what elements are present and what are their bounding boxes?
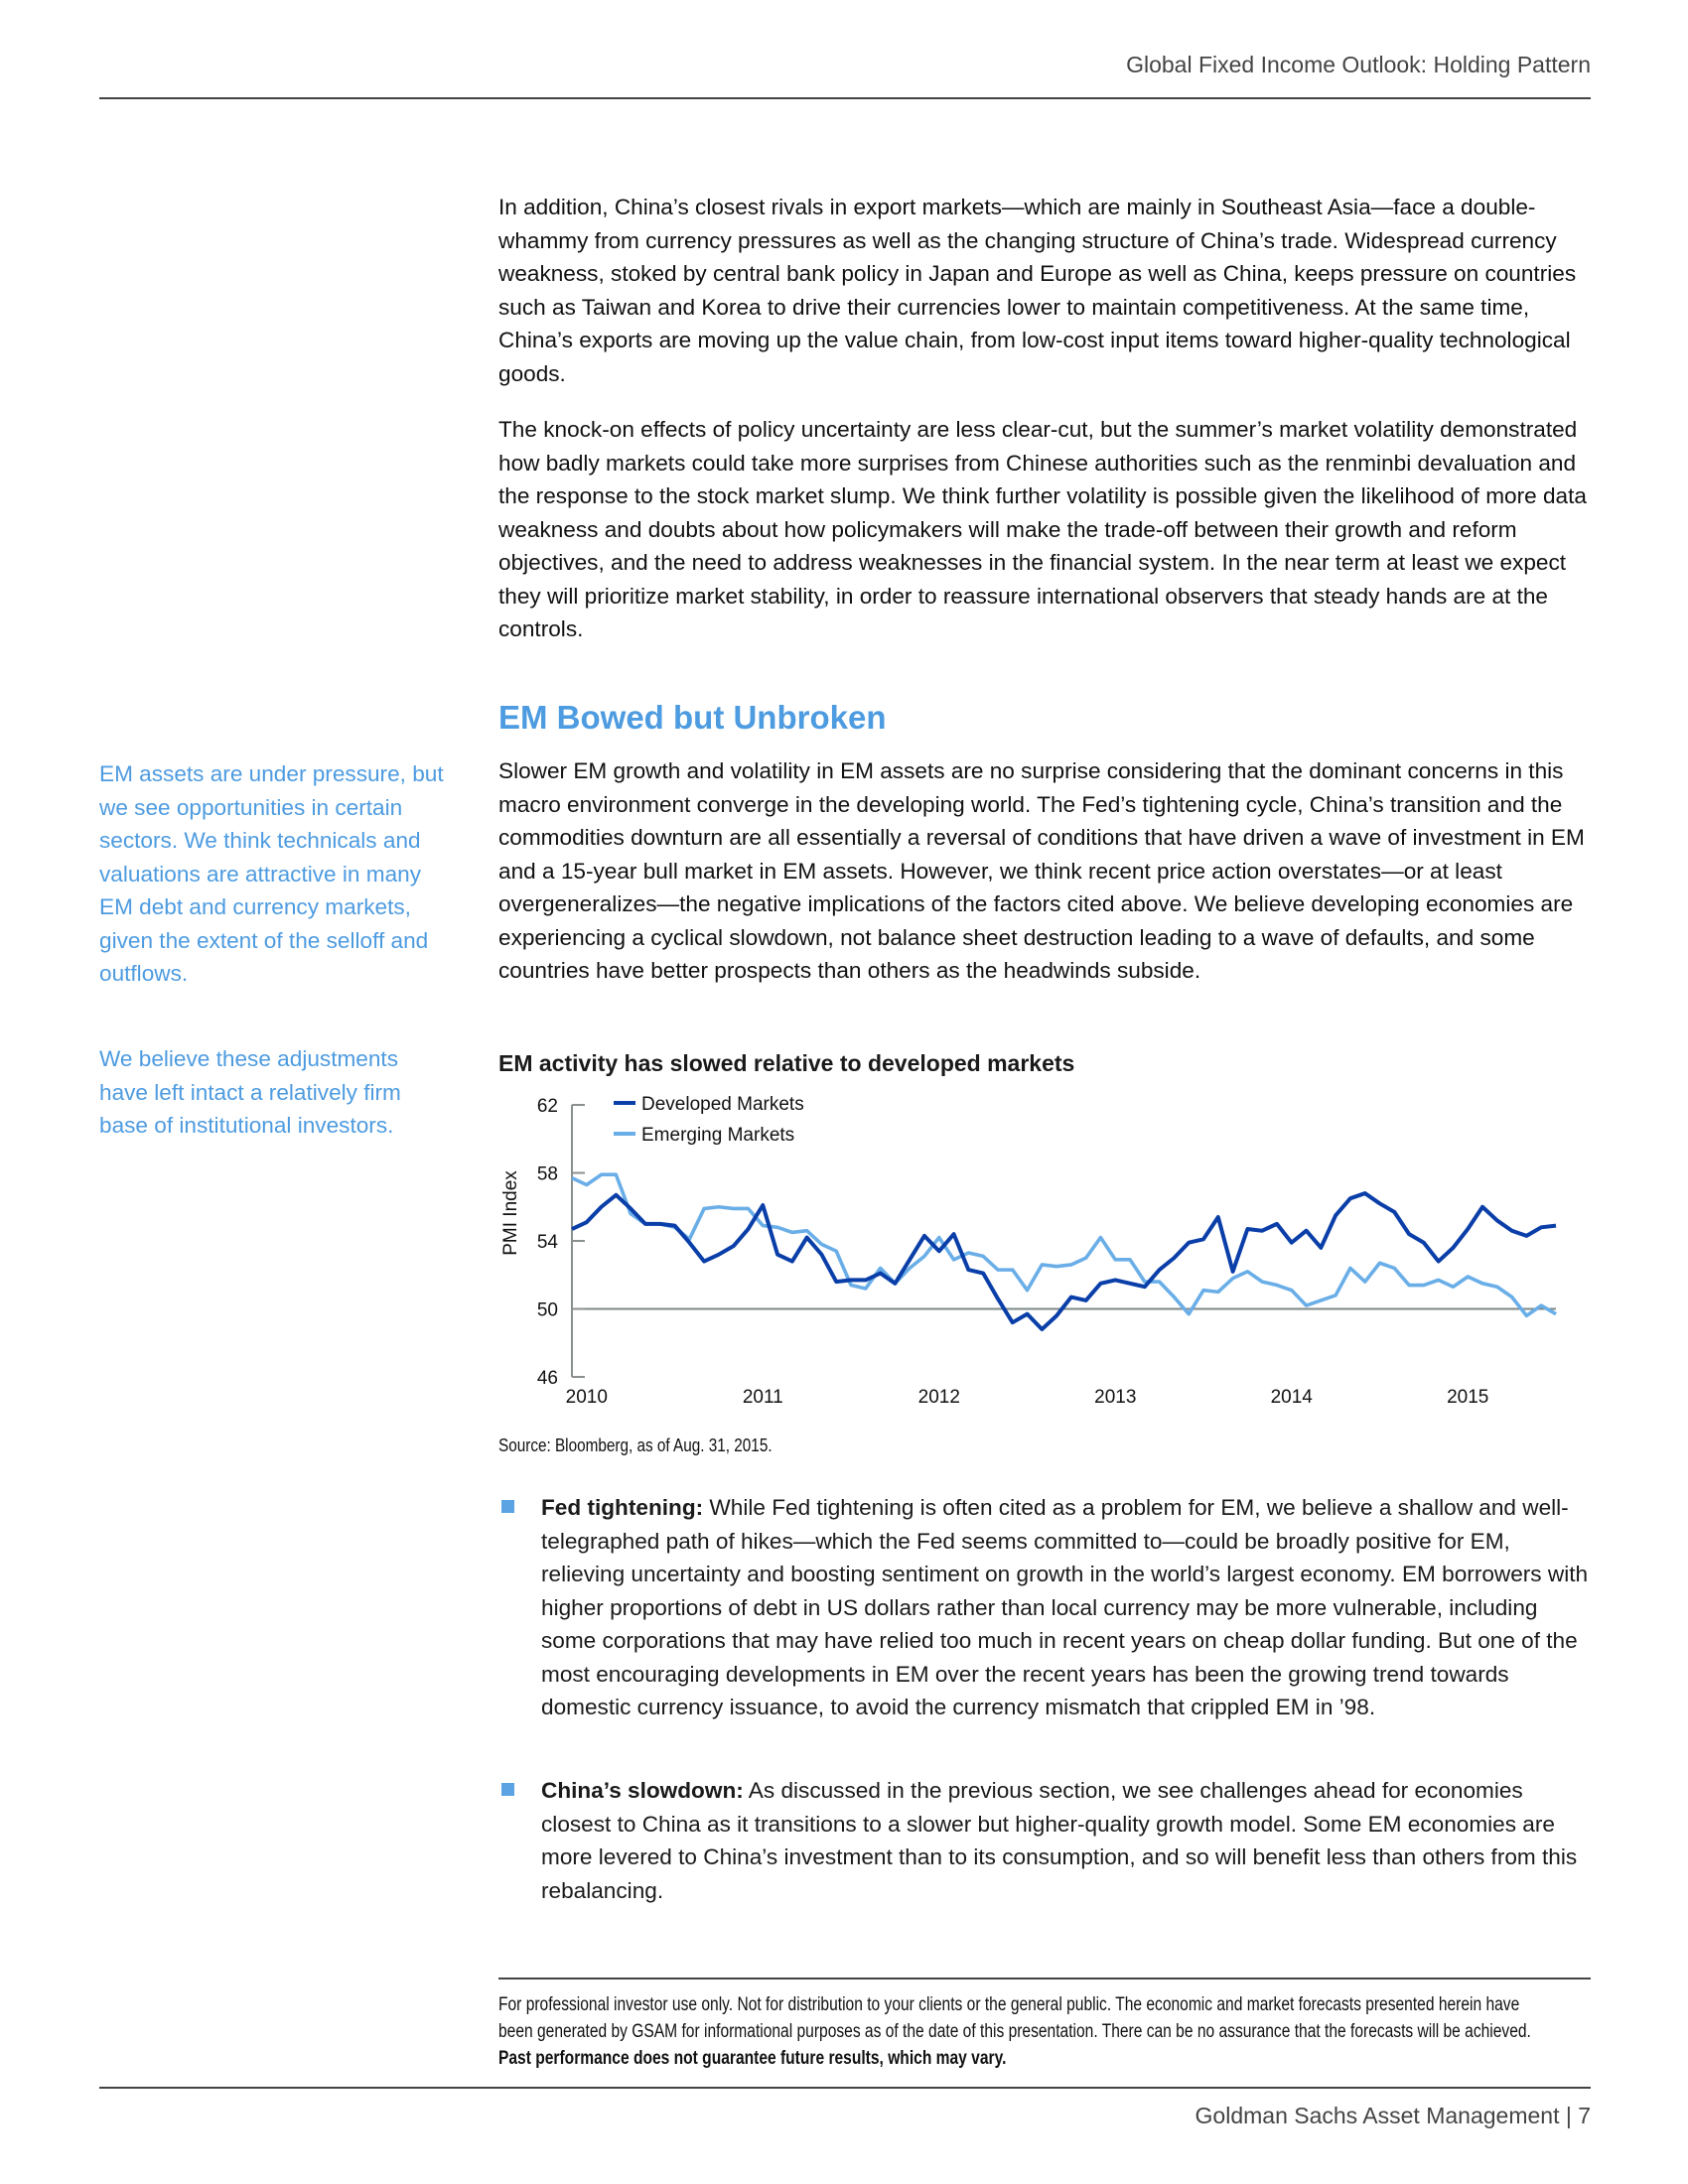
x-tick-label: 2012 xyxy=(917,1387,960,1408)
chart-title: EM activity has slowed relative to developed markets xyxy=(498,1050,1075,1076)
y-tick-label: 46 xyxy=(536,1368,558,1389)
y-tick-label: 58 xyxy=(536,1163,558,1185)
y-tick-label: 62 xyxy=(536,1096,558,1117)
disclaimer-text: For professional investor use only. Not for distribution to your clients or the general public. The economic and market forecasts presented herein have been generated by GSAM for informational purposes as of the date of this presentation. There can be no assurance that the forecasts will be achieved. xyxy=(498,1994,1531,2042)
pmi-line-chart xyxy=(496,1087,1589,1415)
body-paragraph: The knock-on effects of policy uncertainty are less clear-cut, but the summer’s market volatility demonstrated how badly markets could take more surprises from Chinese authorities such as the renminbi devaluation and the response to the stock market slump. We think further volatility is possible given the likelihood of more data weakness and doubts about how policymakers will make the trade-off between their growth and reform objectives, and the need to address weaknesses in the financial system. In the near term at least we expect they will prioritize market stability, in order to reassure international observers that steady hands are at the controls. xyxy=(498,417,1587,641)
series-line-emerging-markets xyxy=(572,1174,1556,1315)
y-tick-label: 54 xyxy=(536,1232,558,1253)
x-tick-label: 2013 xyxy=(1094,1387,1137,1408)
bullet-label: Fed tightening: xyxy=(541,1495,704,1520)
bullet-text: As discussed in the previous section, we see challenges ahead for economies closest to China as it transitions to a slower but higher-quality growth model. Some EM economies are more levered to China’s investment than to its consumption, and so will benefit less than others from this rebalancing. xyxy=(541,1778,1578,1903)
disclaimer-bold: Past performance does not guarantee future results, which may vary. xyxy=(498,2048,1007,2069)
y-tick-label: 50 xyxy=(536,1299,558,1321)
x-tick-label: 2010 xyxy=(565,1387,608,1408)
disclaimer-rule xyxy=(498,1978,1591,1979)
bullet-text: While Fed tightening is often cited as a problem for EM, we believe a shallow and well-telegraphed path of hikes—which the Fed seems committed to—could be broadly positive for EM, relieving uncertainty and boosting sentiment on growth in the world’s largest economy. EM borrowers with higher proportions of debt in US dollars rather than local currency may be more vulnerable, including some corporations that may have relied too much in recent years on cheap dollar funding. But one of the most encouraging developments in EM over the recent years has been the growing trend towards domestic currency issuance, to avoid the currency mismatch that crippled EM in ’98. xyxy=(541,1495,1589,1719)
page-footer: Goldman Sachs Asset Management | 7 xyxy=(1195,2103,1591,2128)
x-tick-label: 2014 xyxy=(1270,1387,1313,1408)
sidebar-pullquote: We believe these adjustments have left intact a relatively firm base of institutional investors. xyxy=(99,1046,401,1138)
disclaimer xyxy=(498,1991,1541,2072)
bullet-square-icon xyxy=(501,1500,514,1513)
body-paragraph: In addition, China’s closest rivals in export markets—which are mainly in Southeast Asia—face a double-whammy from currency pressures as well as the changing structure of China’s trade. Widespread currency weakness, stoked by central bank policy in Japan and Europe as well as China, keeps pressure on countries such as Taiwan and Korea to drive their currencies lower to maintain competitiveness. At the same time, China’s exports are moving up the value chain, from low-cost input items toward higher-quality technological goods. xyxy=(498,195,1577,386)
sidebar-pullquote: EM assets are under pressure, but we see opportunities in certain sectors. We think technicals and valuations are attractive in many EM debt and currency markets, given the extent of the selloff and outflows. xyxy=(99,761,444,986)
running-header: Global Fixed Income Outlook: Holding Pattern xyxy=(1126,52,1591,77)
section-heading: EM Bowed but Unbroken xyxy=(498,699,887,736)
header-rule xyxy=(99,97,1591,99)
legend-label: Emerging Markets xyxy=(641,1125,795,1146)
y-axis-label: PMI Index xyxy=(500,1170,521,1256)
x-tick-label: 2011 xyxy=(742,1387,783,1408)
bullet-item xyxy=(541,1774,1592,1907)
footer-rule xyxy=(99,2087,1591,2089)
legend-label: Developed Markets xyxy=(641,1094,804,1115)
chart-source: Source: Bloomberg, as of Aug. 31, 2015. xyxy=(498,1435,773,1455)
body-paragraph: Slower EM growth and volatility in EM assets are no surprise considering that the dominant concerns in this macro environment converge in the developing world. The Fed’s tightening cycle, China’s transition and the commodities downturn are all essentially a reversal of conditions that have driven a wave of investment in EM and a 15-year bull market in EM assets. However, we think recent price action overstates—or at least overgeneralizes—the negative implications of the factors cited above. We believe developing economies are experiencing a cyclical slowdown, not balance sheet destruction leading to a wave of defaults, and some countries have better prospects than others as the headwinds subside. xyxy=(498,758,1585,983)
bullet-square-icon xyxy=(501,1783,514,1796)
bullet-label: China’s slowdown: xyxy=(541,1778,744,1803)
x-tick-label: 2015 xyxy=(1447,1387,1489,1408)
bullet-item xyxy=(541,1491,1592,1724)
